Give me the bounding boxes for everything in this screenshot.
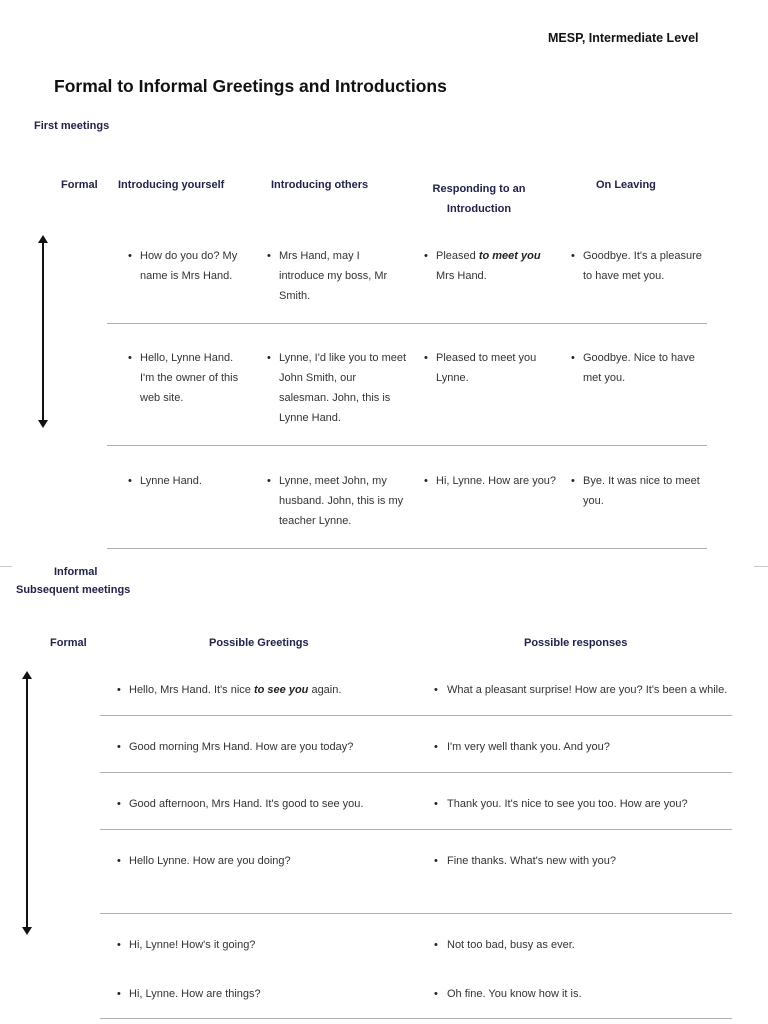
table-cell bbox=[128, 471, 250, 491]
table-cell bbox=[117, 680, 417, 700]
row-divider bbox=[100, 772, 732, 773]
table-cell bbox=[434, 984, 734, 1004]
list-item: • Lynne, meet John, my husband. John, this is my teacher Lynne. bbox=[267, 471, 407, 531]
row-divider bbox=[100, 829, 732, 830]
table-cell bbox=[424, 348, 559, 388]
row-divider bbox=[107, 445, 707, 446]
formal-label-bottom: Formal bbox=[50, 637, 87, 649]
page-title: Formal to Informal Greetings and Introductions bbox=[54, 76, 447, 96]
text-fragment: Mrs Hand. bbox=[436, 270, 487, 282]
list-item: • Lynne, I'd like you to meet John Smith, our salesman. John, this is Lynne Hand. bbox=[267, 348, 407, 428]
table-cell bbox=[267, 246, 407, 306]
table-cell bbox=[117, 737, 417, 757]
row-divider bbox=[107, 548, 707, 549]
col-possible-responses: Possible responses bbox=[524, 637, 628, 649]
list-item: • I'm very well thank you. And you? bbox=[434, 737, 734, 757]
table-cell bbox=[571, 246, 703, 286]
table-cell bbox=[117, 794, 417, 814]
row-divider bbox=[107, 323, 707, 324]
list-item: • Hello, Lynne Hand. I'm the owner of this web site. bbox=[128, 348, 250, 408]
table-cell bbox=[117, 851, 417, 871]
course-level: MESP, Intermediate Level bbox=[548, 31, 699, 45]
table-cell bbox=[434, 737, 734, 757]
emphasis-text: to see you bbox=[253, 684, 309, 696]
list-item: • Thank you. It's nice to see you too. How are you? bbox=[434, 794, 734, 814]
col-responding: Responding to an Introduction bbox=[432, 183, 526, 215]
table-cell bbox=[117, 984, 417, 1004]
table-cell bbox=[128, 348, 250, 408]
list-item: • Mrs Hand, may I introduce my boss, Mr Smith. bbox=[267, 246, 407, 306]
list-item: • Goodbye. Nice to have met you. bbox=[571, 348, 711, 388]
list-item: • Fine thanks. What's new with you? bbox=[434, 851, 734, 871]
table-cell bbox=[424, 471, 559, 491]
col-possible-greetings: Possible Greetings bbox=[209, 637, 309, 649]
text-fragment: again. bbox=[308, 684, 342, 696]
formal-label-top: Formal bbox=[61, 179, 98, 191]
emphasis-text: to meet you bbox=[478, 250, 541, 262]
list-item: • Pleased to meet you Lynne. bbox=[424, 348, 559, 388]
list-item: • What a pleasant surprise! How are you? It's been a while. bbox=[434, 680, 744, 700]
table-cell bbox=[434, 680, 744, 700]
col-introducing-yourself: Introducing yourself bbox=[118, 179, 225, 191]
table-cell bbox=[571, 348, 711, 388]
table-cell bbox=[434, 935, 734, 955]
list-item: • Hi, Lynne. How are you? bbox=[424, 471, 559, 491]
list-item bbox=[117, 680, 417, 700]
row-divider bbox=[100, 1018, 732, 1019]
table-cell bbox=[424, 246, 559, 286]
section-divider bbox=[0, 566, 12, 567]
formality-scale-line bbox=[26, 678, 28, 927]
list-item: • Lynne Hand. bbox=[128, 471, 250, 491]
list-item: • Hi, Lynne. How are things? bbox=[117, 984, 417, 1004]
first-meetings-heading: First meetings bbox=[34, 120, 110, 132]
informal-label: Informal bbox=[54, 566, 98, 578]
arrow-down-icon bbox=[38, 420, 48, 428]
table-cell bbox=[571, 471, 703, 511]
text-fragment: Pleased bbox=[436, 250, 479, 262]
formality-scale-line bbox=[42, 242, 44, 420]
list-item: • Goodbye. It's a pleasure to have met you. bbox=[571, 246, 703, 286]
row-divider bbox=[100, 913, 732, 914]
list-item bbox=[424, 246, 559, 286]
list-item: • Oh fine. You know how it is. bbox=[434, 984, 734, 1004]
list-item: • Good afternoon, Mrs Hand. It's good to see you. bbox=[117, 794, 417, 814]
section-divider bbox=[754, 566, 768, 567]
list-item: • Not too bad, busy as ever. bbox=[434, 935, 734, 955]
table-cell bbox=[434, 794, 734, 814]
list-item: • Good morning Mrs Hand. How are you today? bbox=[117, 737, 417, 757]
table-cell bbox=[117, 935, 417, 955]
table-cell bbox=[267, 348, 407, 428]
col-on-leaving: On Leaving bbox=[596, 179, 656, 191]
list-item: • Hi, Lynne! How's it going? bbox=[117, 935, 417, 955]
row-divider bbox=[100, 715, 732, 716]
list-item: • Bye. It was nice to meet you. bbox=[571, 471, 703, 511]
table-cell bbox=[267, 471, 407, 531]
arrow-down-icon bbox=[22, 927, 32, 935]
table-cell bbox=[434, 851, 734, 871]
list-item: • How do you do? My name is Mrs Hand. bbox=[128, 246, 250, 286]
list-item: • Hello Lynne. How are you doing? bbox=[117, 851, 417, 871]
subsequent-meetings-heading: Subsequent meetings bbox=[16, 584, 131, 596]
table-cell bbox=[128, 246, 250, 286]
text-fragment: Hello, Mrs Hand. It's nice bbox=[129, 684, 254, 696]
col-introducing-others: Introducing others bbox=[271, 179, 369, 191]
